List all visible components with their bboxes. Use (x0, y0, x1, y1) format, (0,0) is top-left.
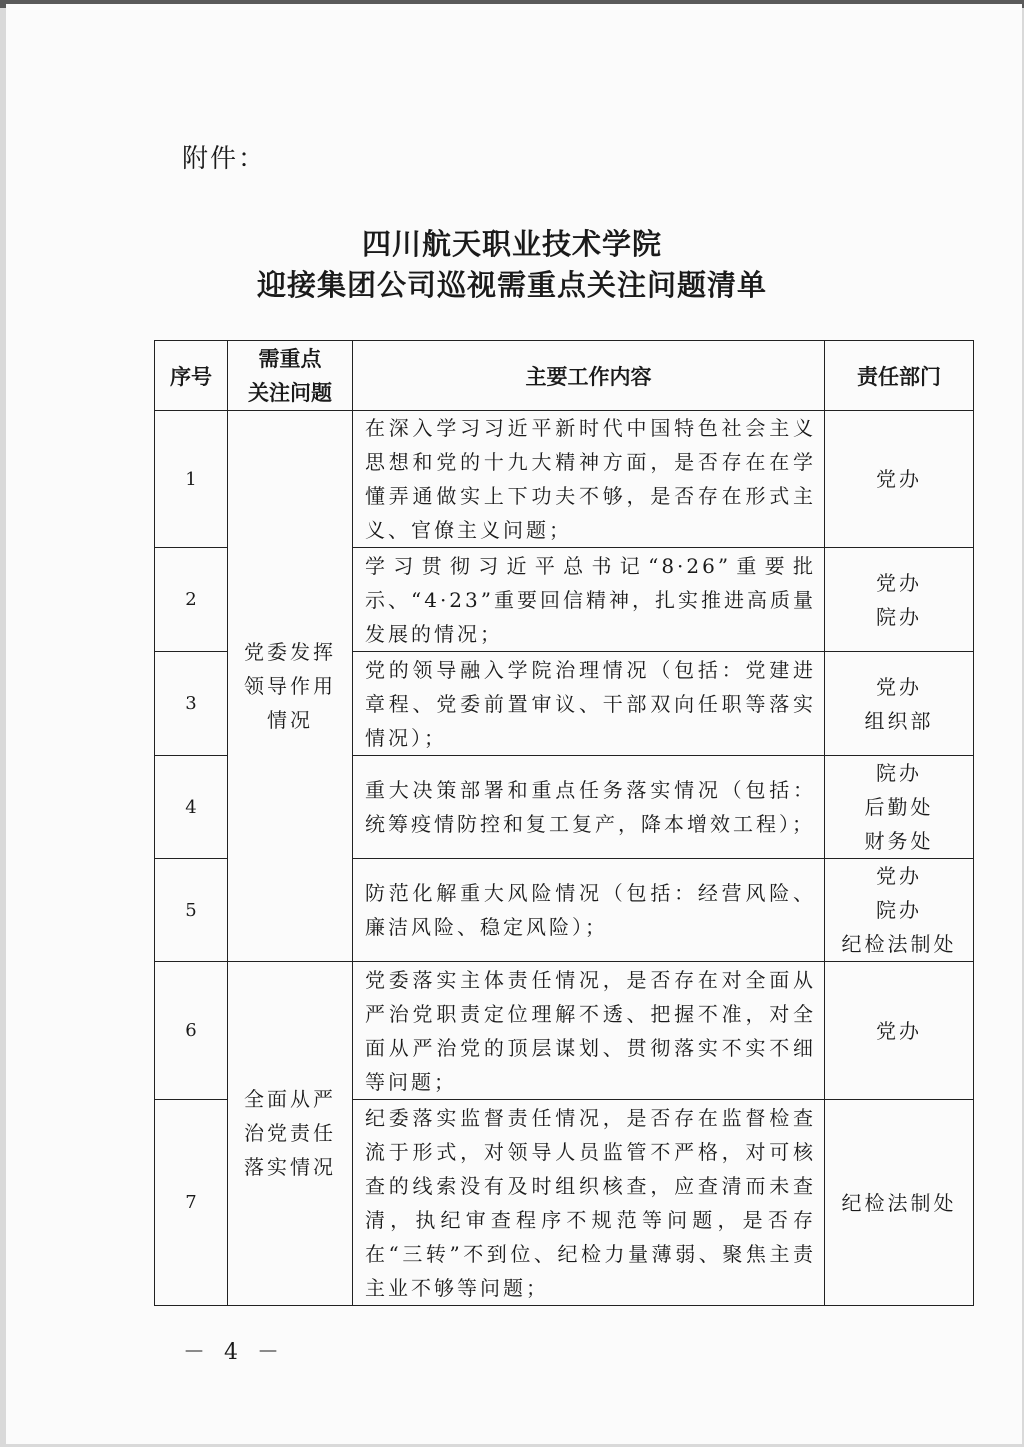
header-issue-line2: 关注问题 (248, 379, 332, 405)
dept-name: 后勤处 (864, 795, 934, 819)
row-content: 防范化解重大风险情况（包括：经营风险、廉洁风险、稳定风险）； (353, 859, 825, 962)
dept-name: 党办 (876, 467, 922, 491)
dept-name: 党办 (876, 1018, 922, 1043)
issue-list-table (154, 340, 974, 1306)
row-dept (825, 859, 974, 962)
issue-group-discipline (228, 962, 353, 1306)
row-dept (825, 652, 974, 756)
dept-name: 组织部 (864, 708, 934, 733)
table-header-row (155, 341, 974, 411)
row-number: 7 (155, 1100, 228, 1306)
row-dept (825, 411, 974, 548)
issue-group-line: 全面从严 (244, 1087, 336, 1111)
issue-group-line: 领导作用 (244, 674, 336, 698)
row-content: 党委落实主体责任情况，是否存在对全面从严治党职责定位理解不透、把握不准，对全面从严治党的顶层谋划、贯彻落实不实不细等问题； (353, 962, 825, 1100)
row-content: 党的领导融入学院治理情况（包括：党建进章程、党委前置审议、干部双向任职等落实情况）； (353, 652, 825, 756)
row-number: 5 (155, 859, 228, 962)
dept-name: 党办 (876, 570, 922, 595)
issue-group-leadership (228, 411, 353, 962)
dept-name: 纪检法制处 (841, 1190, 957, 1215)
dept-name: 纪检法制处 (841, 932, 957, 956)
header-issue-line1: 需重点 (258, 345, 322, 371)
row-dept (825, 756, 974, 859)
dept-name: 党办 (876, 674, 922, 699)
header-content: 主要工作内容 (353, 341, 825, 411)
row-content: 学习贯彻习近平总书记“8·26”重要批示、“4·23”重要回信精神，扎实推进高质量发展的情况； (353, 548, 825, 652)
table-row (155, 962, 974, 1100)
row-number: 2 (155, 548, 228, 652)
row-number: 6 (155, 962, 228, 1100)
row-content: 纪委落实监督责任情况，是否存在监督检查流于形式，对领导人员监管不严格，对可核查的线索没有及时组织核查，应查清而未查清，执纪审查程序不规范等问题，是否存在“三转”不到位、纪检力量薄弱、聚焦主责主业不够等问题； (353, 1100, 825, 1306)
dept-name: 院办 (876, 761, 922, 785)
row-number: 4 (155, 756, 228, 859)
row-dept (825, 962, 974, 1100)
document-title-line1: 四川航天职业技术学院 (361, 227, 662, 261)
attachment-label: 附件： (182, 144, 267, 174)
header-no: 序号 (155, 341, 228, 411)
issue-group-line: 党委发挥 (244, 640, 336, 664)
dept-name: 财务处 (864, 829, 934, 853)
row-content: 在深入学习习近平新时代中国特色社会主义思想和党的十九大精神方面，是否存在在学懂弄通做实上下功夫不够，是否存在形式主义、官僚主义问题； (353, 411, 825, 548)
issue-group-line: 落实情况 (244, 1155, 336, 1179)
issue-group-line: 情况 (267, 708, 313, 732)
header-dept: 责任部门 (825, 341, 974, 411)
issue-group-line: 治党责任 (244, 1121, 336, 1145)
row-dept (825, 1100, 974, 1306)
row-dept (825, 548, 974, 652)
document-title-line2: 迎接集团公司巡视需重点关注问题清单 (256, 268, 767, 302)
dept-name: 院办 (876, 604, 922, 629)
dept-name: 院办 (876, 898, 922, 922)
table-row (155, 411, 974, 548)
dept-name: 党办 (876, 864, 922, 888)
row-content: 重大决策部署和重点任务落实情况（包括：统筹疫情防控和复工复产，降本增效工程）； (353, 756, 825, 859)
header-issue (228, 341, 353, 411)
page-number: － 4 － (183, 1340, 285, 1365)
row-number: 1 (155, 411, 228, 548)
row-number: 3 (155, 652, 228, 756)
